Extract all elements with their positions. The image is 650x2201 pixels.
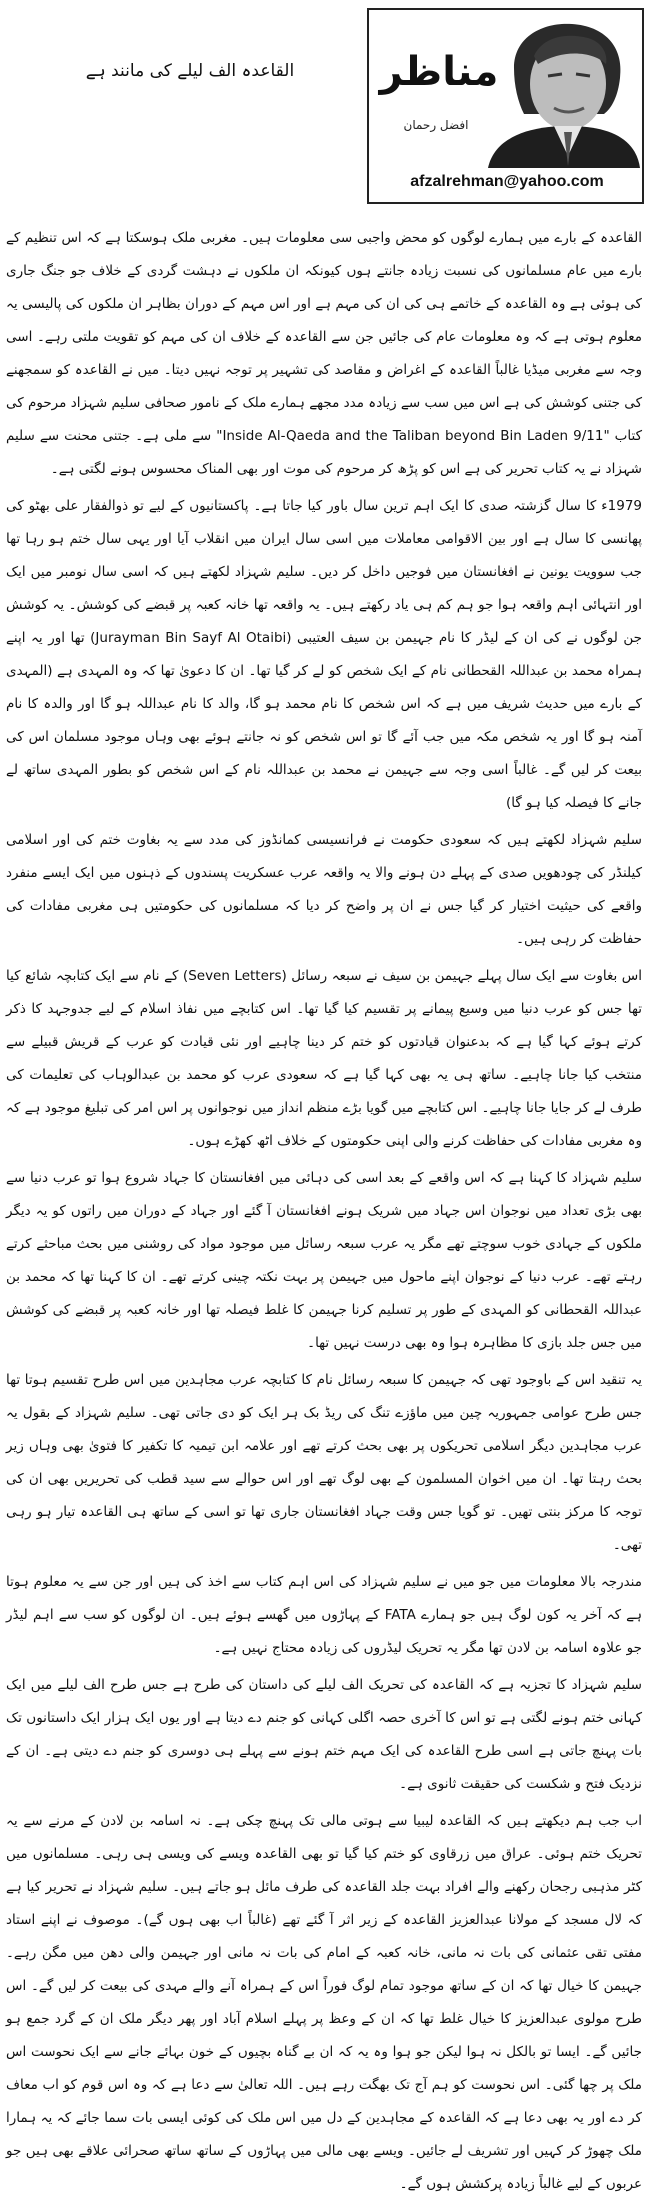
article-body [6,222,643,2192]
column-header [0,0,650,215]
column-name: مناظر [379,49,499,95]
paragraph: یہ تنقید اس کے باوجود تھی کہ جہیمن کا سبعہ رسائل نام کا کتابچہ عرب مجاہدین میں اس طرح تقسیم ہوتا تھا جس طرح عوامی جمہوریہ چین میں ماؤزے تنگ کی ریڈ بک ہر ایک کو دی جاتی تھی۔ سلیم شہزاد کے بقول یہ عرب مجاہدین دیگر اسلامی تحریکوں پر بھی بحث کرتے تھے اور علامہ ابن تیمیہ کا تکفیر کا فتویٰ بھی وہاں زیر بحث رہتا تھا۔ ان میں اخوان المسلمون کے بھی لوگ تھے اور اس حوالے سے سید قطب کی تحریریں بھی ان کی توجہ کا مرکز بنتی تھیں۔ تو گویا جس وقت جہاد افغانستان جاری تھا تو اسی کے ساتھ ہی القاعدہ تیار ہو رہی تھی۔ [6,1372,642,1553]
paragraph: سلیم شہزاد کا کہنا ہے کہ اس واقعے کے بعد اسی کی دہائی میں افغانستان کا جہاد شروع ہوا تو عرب دنیا سے بھی بڑی تعداد میں نوجوان اس جہاد میں شریک ہونے افغانستان آ گئے اور جہاد کے دوران میں راتوں کو یہ دیگر ملکوں کے جہادی خوب سوچتے تھے مگر یہ عرب سبعہ رسائل میں موجود مواد کی روشنی میں بحث مباحثے کرتے رہتے تھے۔ عرب دنیا کے نوجوان اپنے ماحول میں جہیمن پر بہت نکتہ چینی کرتے تھے۔ ان کا کہنا تھا کہ محمد بن عبداللہ القحطانی کو المہدی کے طور پر تسلیم کرنا جہیمن کا غلط فیصلہ تھا اور خانہ کعبہ پر قبضے کی کوشش میں جس جلد بازی کا مظاہرہ ہوا وہ بھی درست نہیں تھا۔ [6,1170,642,1351]
paragraph: سلیم شہزاد لکھتے ہیں کہ سعودی حکومت نے فرانسیسی کمانڈوز کی مدد سے یہ بغاوت ختم کی اور اسلامی کیلنڈر کی چودھویں صدی کے پہلے دن ہونے والا یہ واقعہ عرب عسکریت پسندوں کے ذہنوں میں ایک ایسے منفرد واقعے کی حیثیت اختیار کر گیا جس نے ان پر واضح کر دیا کہ مسلمانوں کی حکومتیں ہی مغربی مفادات کی حفاظت کر رہی ہیں۔ [6,832,642,947]
author-email: afzalrehman@yahoo.com [410,173,604,190]
paragraph: 1979ء کا سال گزشتہ صدی کا ایک اہم ترین سال باور کیا جاتا ہے۔ پاکستانیوں کے لیے تو ذوالفقار علی بھٹو کی پھانسی کا سال ہے اور بین الاقوامی معاملات میں اسی سال ایران میں انقلاب آیا اور یہی سال ختم ہو رہا تھا جب سوویت یونین نے افغانستان میں فوجیں داخل کر دیں۔ سلیم شہزاد لکھتے ہیں کہ اسی سال نومبر میں ایک اور انتہائی اہم واقعہ ہوا جو ہم کم ہی یاد رکھتے ہیں۔ یہ واقعہ تھا خانہ کعبہ پر قبضے کی کوشش۔ یہ کوشش جن لوگوں نے کی ان کے لیڈر کا نام جہیمن بن سیف العتیبی (Jurayman Bin Sayf Al Otaibi) تھا اور یہ اپنے ہمراہ محمد بن عبداللہ القحطانی نام کے ایک شخص کو لے کر گیا تھا۔ ان کا دعویٰ تھا کہ وہ المہدی ہے (المہدی کے بارے میں حدیث شریف میں ہے کہ اس شخص کا نام محمد ہو گا، والد کا نام عبداللہ ہو گا اور والدہ کا نام آمنہ ہو گا اور یہ شخص مکہ میں جب آئے گا تو اس شخص کو نہ جانتے ہوئے بھی وہاں موجود مسلمان اس کی بیعت کر لیں گے۔ غالباً اسی وجہ سے جہیمن نے محمد بن عبداللہ نام کے اس شخص کو بطور المہدی ساتھ لے جانے کا فیصلہ کیا ہو گا) [6,498,642,811]
column-title-box [367,8,644,204]
paragraph: مندرجہ بالا معلومات میں جو میں نے سلیم شہزاد کی اس اہم کتاب سے اخذ کی ہیں اور جن سے یہ معلوم ہوتا ہے کہ آخر یہ کون لوگ ہیں جو ہمارے FATA کے پہاڑوں میں گھسے ہوئے ہیں۔ ان لوگوں کو سب سے اہم لیڈر جو علاوہ اسامہ بن لادن تھا مگر یہ تحریک لیڈروں کی زیادہ محتاج نہیں ہے۔ [6,1574,642,1656]
paragraph: اس بغاوت سے ایک سال پہلے جہیمن بن سیف نے سبعہ رسائل (Seven Letters) کے نام سے ایک کتابچہ شائع کیا تھا جس کو عرب دنیا میں وسیع پیمانے پر تقسیم کیا گیا تھا۔ اس کتابچے میں نفاذ اسلام کے لیے جدوجہد کا ذکر کرتے ہوئے کہا گیا ہے کہ بدعنوان قیادتوں کو ختم کر دینا چاہیے اور نئی قیادت کو عرب کے قریش قبیلے سے منتخب کیا جانا چاہیے۔ ساتھ ہی یہ بھی کہا گیا ہے کہ سعودی عرب کو محمد بن عبدالوہاب کی تعلیمات کی طرف لے کر جایا جانا چاہیے۔ اس کتابچے میں گویا بڑے منظم انداز میں نوجوانوں پر اس امر کی تبلیغ موجود ہے کہ وہ مغربی مفادات کی حفاظت کرنے والی اپنی حکومتوں کے خلاف اٹھ کھڑے ہوں۔ [6,968,642,1149]
author-name: افضل رحمان [403,118,469,132]
paragraph: سلیم شہزاد کا تجزیہ ہے کہ القاعدہ کی تحریک الف لیلے کی داستان کی طرح ہے جس طرح الف لیلے میں ایک کہانی ختم ہونے لگتی ہے تو اس کا آخری حصہ اگلی کہانی کو جنم دے دیتا ہے اور یوں ایک ہزار ایک داستانوں تک بات پہنچ جاتی ہے اسی طرح القاعدہ کی ایک مہم ختم ہونے سے پہلے ہی دوسری کو جنم دے دیتی ہے۔ ان کے نزدیک فتح و شکست کی حقیقت ثانوی ہے۔ [6,1677,642,1792]
paragraph: القاعدہ کے بارے میں ہمارے لوگوں کو محض واجبی سی معلومات ہیں۔ مغربی ملک ہوسکتا ہے کہ اس تنظیم کے بارے میں عام مسلمانوں کی نسبت زیادہ جانتے ہوں کیونکہ ان ملکوں نے دہشت گردی کے خلاف جو جنگ جاری کی ہوئی ہے وہ القاعدہ کے خاتمے ہی کی ان کی مہم ہے اور اس مہم کے دوران بظاہر ان ملکوں کی پالیسی یہ معلوم ہوتی ہے کہ وہ معلومات عام کی جائیں جن سے القاعدہ کے خلاف ان کی مہم کو تقویت ملتی رہے۔ اسی وجہ سے مغربی میڈیا غالباً القاعدہ کے اغراض و مقاصد کی تشہیر پر توجہ نہیں دیتا۔ میں نے القاعدہ کو سمجھنے کی جتنی کوشش کی ہے اس میں سب سے زیادہ مدد مجھے ہمارے ملک کے نامور صحافی سلیم شہزاد مرحوم کی کتاب "Inside Al-Qaeda and the Taliban beyond Bin Laden 9/11" سے ملی ہے۔ جتنی محنت سے سلیم شہزاد نے یہ کتاب تحریر کی ہے اس کو پڑھ کر مرحوم کی موت اور بھی المناک محسوس ہونے لگتی ہے۔ [6,230,643,477]
paragraph: اب جب ہم دیکھتے ہیں کہ القاعدہ لیبیا سے ہوتی مالی تک پہنچ چکی ہے۔ نہ اسامہ بن لادن کے مرنے سے یہ تحریک ختم ہوئی۔ عراق میں زرقاوی کو ختم کیا گیا تو بھی القاعدہ ویسے کی ویسی ہی رہی۔ مسلمانوں میں کٹر مذہبی رجحان رکھنے والے افراد بہت جلد القاعدہ کی طرف مائل ہو جاتے ہیں۔ سلیم شہزاد نے تحریر کیا ہے کہ لال مسجد کے مولانا عبدالعزیز القاعدہ کے زیر اثر آ گئے تھے (غالباً اب بھی ہوں گے)۔ موصوف نے اپنے استاد مفتی تقی عثمانی کی بات نہ مانی، خانہ کعبہ کے امام کی بات نہ مانی اور جہیمن والی دھن میں مگن رہے۔ جہیمن کا خیال تھا کہ ان کے ساتھ موجود تمام لوگ فوراً اس کے ہمراہ آنے والے مہدی کی بیعت کر لیں گے۔ اس طرح مولوی عبدالعزیز کا خیال غلط تھا کہ ان کے وعظ پر پہلے اسلام آباد اور پھر دیگر ملک ان کے گرد جمع ہو جائیں گے۔ ایسا تو بالکل نہ ہوا لیکن جو ہوا وہ یہ کہ ان بے گناہ بچیوں کے خون بہائے جانے سے ایک نحوست اس ملک پر چھا گئی۔ اس نحوست کو ہم آج تک بھگت رہے ہیں۔ اللہ تعالیٰ سے دعا ہے کہ وہ اس قوم کو اب معاف کر دے اور یہ بھی دعا ہے کہ القاعدہ کے مجاہدین کے دل میں اس ملک کی کوئی ایسی بات سما جائے کہ یہ ہمارا ملک چھوڑ کر کہیں اور تشریف لے جائیں۔ ویسے بھی مالی میں پہاڑوں کے ساتھ ساتھ صحرائی علاقے بھی ہیں جو عربوں کے لیے غالباً زیادہ پرکشش ہوں گے۔ [6,1813,642,2192]
article-headline: القاعدہ الف لیلے کی مانند ہے [85,61,295,81]
author-portrait [484,16,642,168]
